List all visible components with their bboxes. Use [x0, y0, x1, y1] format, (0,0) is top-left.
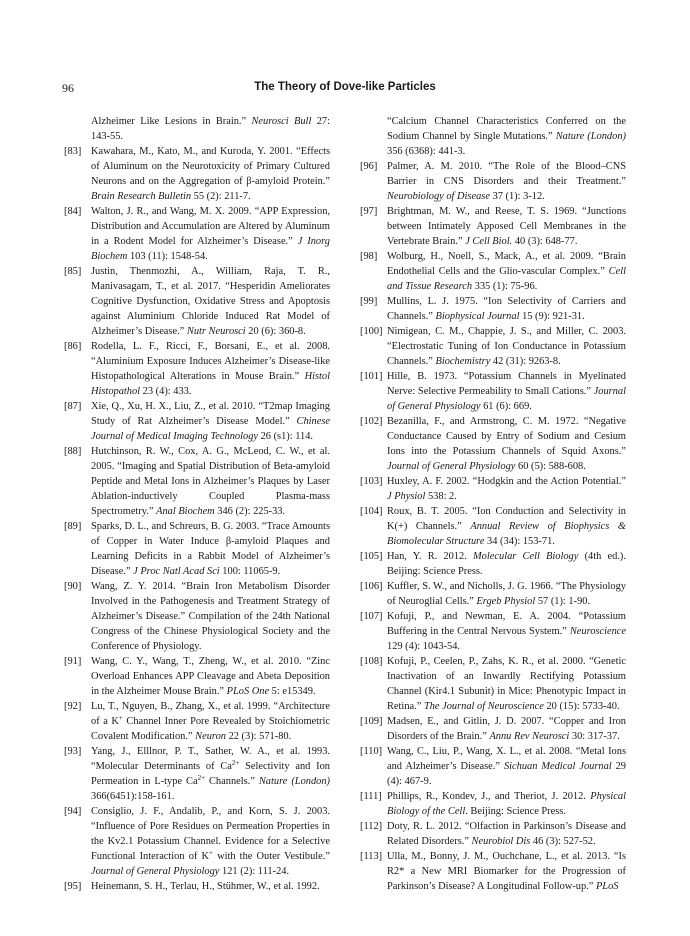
- reference-text: Walton, J. R., and Wang, M. X. 2009. “APP Expression, Distribution and Accumulation are Altered by Aluminum in a Rodent Model for Alzheimer’s Disease.”: [91, 206, 330, 247]
- reference-text: Yang, J., Elllnor, P. T., Sather, W. A., et al. 1993. “Molecular Determinants of Ca: [91, 746, 330, 772]
- reference-text: 29 (4): 467-9.: [387, 761, 626, 787]
- reference-text: Alzheimer Like Lesions in Brain.”: [91, 116, 252, 127]
- reference-source: Molecular Cell Biology: [473, 551, 579, 562]
- reference-text: 61 (6): 669.: [480, 401, 532, 412]
- reference-text: Hutchinson, R. W., Cox, A. G., McLeod, C. W., et al. 2005. “Imaging and Spatial Distribution of Beta-amyloid Peptide and Metal Ions in Alzheimer’s Plaques by Laser Ablation-inductively Coupled Plasma-mass Spectrometry.”: [91, 446, 330, 517]
- reference-number: [105]: [360, 551, 383, 562]
- reference-source: Sichuan Medical Journal: [503, 761, 612, 772]
- reference-source: Neuron: [195, 731, 226, 742]
- reference-text: Kawahara, M., Kato, M., and Kuroda, Y. 2001. “Effects of Aluminum on the Neurotoxicity of Primary Cultured Neurons and on the Aggregation of β-amyloid Protein.”: [91, 146, 330, 187]
- reference-source: Anal Biochem: [156, 506, 215, 517]
- reference-text: Wang, Z. Y. 2014. “Brain Iron Metabolism Disorder Involved in the Pathogenesis and Treatment Strategy of Alzheimer’s Disease.” Compilation of the 24th National Congress of the Chinese Physiological Society and the Conference of Physiology.: [91, 581, 330, 652]
- reference-text: “Calcium Channel Characteristics Conferred on the Sodium Channel by Single Mutations.”: [387, 116, 626, 142]
- reference-text: 34 (34): 153-71.: [484, 536, 555, 547]
- reference-number: [85]: [64, 266, 82, 277]
- reference-text: 356 (6368): 441-3.: [387, 146, 466, 157]
- reference-text: with the Outer Vestibule.”: [212, 851, 330, 862]
- reference-number: [102]: [360, 416, 383, 427]
- reference-text: Consiglio, J. F., Andalib, P., and Korn, S. J. 2003. “Influence of Pore Residues on Permeation Properties in the Kv2.1 Potassium Channel. Evidence for a Selective Functional Interaction of K: [91, 806, 330, 862]
- reference-entry: [64, 339, 330, 399]
- reference-text: Justin, Thenmozhi, A., William, Raja, T. R., Manivasagam, T., et al. 2017. “Hesperidin Ameliorates Cognitive Dysfunction, Oxidative Stress and Apoptosis against Aluminium Chloride Induced Rat Model of Alzheimer’s Disease.”: [91, 266, 330, 337]
- references-right-column: [360, 114, 626, 894]
- reference-entry: [360, 159, 626, 204]
- reference-number: [97]: [360, 206, 378, 217]
- reference-source: Nature (London): [555, 131, 626, 142]
- reference-text: 57 (1): 1-90.: [535, 596, 591, 607]
- reference-text: 60 (5): 588-608.: [515, 461, 586, 472]
- reference-entry: [64, 879, 330, 894]
- reference-text: 366(6451):158-161.: [91, 791, 175, 802]
- superscript: 2+: [197, 774, 206, 782]
- reference-entry: [64, 654, 330, 699]
- reference-number: [100]: [360, 326, 383, 337]
- reference-number: [111]: [360, 791, 382, 802]
- reference-number: [103]: [360, 476, 383, 487]
- reference-text: Doty, R. L. 2012. “Olfaction in Parkinson’s Disease and Related Disorders.”: [387, 821, 626, 847]
- reference-text: 5: e15349.: [269, 686, 316, 697]
- reference-entry: [360, 609, 626, 654]
- reference-source: J Inorg Biochem: [91, 236, 330, 262]
- reference-number: [107]: [360, 611, 383, 622]
- reference-source: Ergeb Physiol: [476, 596, 536, 607]
- reference-source: Histol Histopathol: [91, 371, 330, 397]
- reference-source: Nature (London): [258, 776, 331, 787]
- reference-text: Rodella, L. F., Ricci, F., Borsani, E., et al. 2008. “Aluminium Exposure Induces Alzheimer’s Disease-like Histopathological Alterations in Mouse Brain.”: [91, 341, 330, 382]
- reference-text: Roux, B. T. 2005. “Ion Conduction and Selectivity in K(+) Channels.”: [387, 506, 626, 532]
- reference-text: Kuffler, S. W., and Nicholls, J. G. 1966. “The Physiology of Neuroglial Cells.”: [387, 581, 626, 607]
- superscript: 2+: [231, 759, 240, 767]
- reference-entry: [360, 414, 626, 474]
- reference-text: 20 (15): 5733-40.: [543, 701, 620, 712]
- reference-entry: [360, 654, 626, 714]
- reference-entry: [64, 399, 330, 444]
- reference-text: 20 (6): 360-8.: [245, 326, 306, 337]
- reference-number: [110]: [360, 746, 383, 757]
- reference-source: Journal of General Physiology: [387, 461, 516, 472]
- reference-text: Bezanilla, F., and Armstrong, C. M. 1972. “Negative Conductance Caused by Entry of Sodium and Cesium Ions into the Potassium Channels of Squid Axons.”: [387, 416, 626, 457]
- reference-text: 121 (2): 111-24.: [219, 866, 290, 877]
- reference-entry: [64, 699, 330, 744]
- reference-number: [98]: [360, 251, 378, 262]
- reference-text: Channels.”: [205, 776, 259, 787]
- reference-text: 55 (2): 211-7.: [191, 191, 251, 202]
- reference-text: 335 (1): 75-96.: [472, 281, 538, 292]
- reference-text: 42 (31): 9263-8.: [490, 356, 561, 367]
- reference-text: Phillips, R., Kondev, J., and Theriot, J. 2012.: [387, 791, 591, 802]
- reference-text: 23 (4): 433.: [140, 386, 192, 397]
- reference-text: 46 (3): 527-52.: [530, 836, 596, 847]
- reference-entry: [360, 249, 626, 294]
- reference-number: [94]: [64, 806, 82, 817]
- reference-number: [99]: [360, 296, 378, 307]
- reference-text: Han, Y. R. 2012.: [387, 551, 474, 562]
- reference-number: [86]: [64, 341, 82, 352]
- reference-text: 103 (11): 1548-54.: [127, 251, 208, 262]
- reference-text: 100: 11065-9.: [219, 566, 281, 577]
- reference-source: Nutr Neurosci: [186, 326, 246, 337]
- reference-text: Mullins, L. J. 1975. “Ion Selectivity of Carriers and Channels.”: [387, 296, 626, 322]
- reference-text: Lu, T., Nguyen, B., Zhang, X., et al. 1999. “Architecture of a K: [91, 701, 330, 727]
- reference-source: Neurosci Bull: [251, 116, 312, 127]
- reference-number: [90]: [64, 581, 82, 592]
- reference-source: Journal of General Physiology: [387, 386, 626, 412]
- reference-entry: [64, 444, 330, 519]
- reference-source: Neuroscience: [569, 626, 626, 637]
- reference-number: [106]: [360, 581, 383, 592]
- reference-text: Hille, B. 1973. “Potassium Channels in Myelinated Nerve: Selective Permeability to Small Cations.”: [387, 371, 626, 397]
- reference-entry: [64, 264, 330, 339]
- reference-entry: [360, 744, 626, 789]
- reference-source: Biophysical Journal: [435, 311, 520, 322]
- reference-source: Biochemistry: [435, 356, 491, 367]
- reference-entry: [64, 144, 330, 204]
- superscript: +: [118, 714, 123, 722]
- reference-entry: [360, 579, 626, 609]
- reference-text: Nimigean, C. M., Chappie, J. S., and Miller, C. 2003. “Electrostatic Tuning of Ion Conductance in Potassium Channels.”: [387, 326, 626, 367]
- reference-entry: [64, 204, 330, 264]
- reference-entry: [64, 579, 330, 654]
- reference-number: [109]: [360, 716, 383, 727]
- reference-source: PLoS One: [226, 686, 270, 697]
- reference-text: Madsen, E., and Gitlin, J. D. 2007. “Copper and Iron Disorders of the Brain.”: [387, 716, 626, 742]
- reference-source: Journal of General Physiology: [91, 866, 220, 877]
- reference-number: [84]: [64, 206, 82, 217]
- reference-text: 30: 317-37.: [569, 731, 620, 742]
- reference-source: Physical Biology of the Cell: [387, 791, 626, 817]
- reference-number: [112]: [360, 821, 383, 832]
- reference-entry: [64, 744, 330, 804]
- reference-entry: [360, 549, 626, 579]
- reference-text: 538: 2.: [425, 491, 457, 502]
- reference-number: [83]: [64, 146, 82, 157]
- reference-source: Neurobiology of Disease: [387, 191, 490, 202]
- reference-text: 22 (3): 571-80.: [225, 731, 292, 742]
- page-number: 96: [62, 81, 74, 95]
- reference-text: (4th ed.). Beijing: Science Press.: [387, 551, 626, 577]
- reference-entry: [360, 369, 626, 414]
- running-title: The Theory of Dove-like Particles: [254, 81, 436, 93]
- reference-entry: [360, 324, 626, 369]
- reference-number: [89]: [64, 521, 82, 532]
- reference-text: 37 (1): 3-12.: [489, 191, 545, 202]
- reference-source: Chinese Journal of Medical Imaging Technology: [91, 416, 330, 442]
- reference-source: Cell and Tissue Research: [387, 266, 626, 292]
- reference-text: Channel Inner Pore Revealed by Stoichiometric Covalent Modification.”: [91, 716, 331, 742]
- reference-number: [104]: [360, 506, 383, 517]
- reference-source: J Cell Biol.: [465, 236, 513, 247]
- reference-text: Huxley, A. F. 2002. “Hodgkin and the Action Potential.”: [387, 476, 626, 487]
- reference-text: 27: 143-55.: [91, 116, 330, 142]
- reference-text: 129 (4): 1043-54.: [387, 641, 461, 652]
- reference-entry: [64, 519, 330, 579]
- reference-text: Wolburg, H., Noell, S., Mack, A., et al. 2009. “Brain Endothelial Cells and the Glio-vascular Complex.”: [387, 251, 626, 277]
- reference-text: Wang, C., Liu, P., Wang, X. L., et al. 2008. “Metal Ions and Alzheimer’s Disease.”: [387, 746, 626, 772]
- reference-text: 26 (s1): 114.: [258, 431, 314, 442]
- reference-text: . Beijing: Science Press.: [465, 806, 566, 817]
- reference-text: Selectivity and Ion Permeation in L-type Ca: [91, 761, 330, 787]
- reference-text: Ulla, M., Bonny, J. M., Ouchchane, L., et al. 2013. “Is R2* a New MRI Biomarker for the Progression of Parkinson’s Disease? A Longitudinal Follow-up.”: [387, 851, 626, 892]
- reference-number: [91]: [64, 656, 82, 667]
- reference-entry: [360, 819, 626, 849]
- reference-entry: [360, 204, 626, 249]
- reference-entry: [360, 789, 626, 819]
- reference-source: J Physiol: [387, 491, 426, 502]
- reference-text: Kofuji, P., Ceelen, P., Zahs, K. R., et al. 2000. “Genetic Inactivation of an Inwardly Rectifying Potassium Channel (Kir4.1 Subunit) in Mice: Phenotypic Impact in Retina.”: [387, 656, 626, 712]
- reference-entry: [360, 474, 626, 504]
- reference-source: Annual Review of Biophysics & Biomolecular Structure: [387, 521, 626, 547]
- reference-number: [108]: [360, 656, 383, 667]
- reference-source: Neurobiol Dis: [471, 836, 531, 847]
- reference-entry: [360, 504, 626, 549]
- reference-number: [96]: [360, 161, 378, 172]
- reference-text: Xie, Q., Xu, H. X., Liu, Z., et al. 2010. “T2map Imaging Study of Rat Alzheimer’s Disease Model.”: [91, 401, 330, 427]
- reference-entry: [360, 849, 626, 894]
- reference-continuation: [64, 114, 330, 144]
- reference-entry: [360, 714, 626, 744]
- reference-text: Wang, C. Y., Wang, T., Zheng, W., et al. 2010. “Zinc Overload Enhances APP Cleavage and Abeta Deposition in the Alzheimer Mouse Brain.”: [91, 656, 330, 697]
- reference-entry: [360, 294, 626, 324]
- reference-text: Palmer, A. M. 2010. “The Role of the Blood–CNS Barrier in CNS Disorders and their Treatment.”: [387, 161, 626, 187]
- reference-number: [93]: [64, 746, 82, 757]
- reference-source: Annu Rev Neurosci: [489, 731, 570, 742]
- reference-source: The Journal of Neuroscience: [423, 701, 544, 712]
- reference-text: Brightman, M. W., and Reese, T. S. 1969. “Junctions between Intimately Apposed Cell Membranes in the Vertebrate Brain.”: [387, 206, 626, 247]
- reference-text: Heinemann, S. H., Terlau, H., Stühmer, W., et al. 1992.: [91, 881, 320, 892]
- reference-number: [113]: [360, 851, 383, 862]
- reference-source: PLoS: [595, 881, 619, 892]
- reference-text: Kofuji, P., and Newman, E. A. 2004. “Potassium Buffering in the Central Nervous System.”: [387, 611, 626, 637]
- reference-entry: [64, 804, 330, 879]
- references-left-column: [64, 114, 330, 894]
- reference-continuation: [360, 114, 626, 159]
- reference-number: [101]: [360, 371, 383, 382]
- reference-text: 15 (9): 921-31.: [519, 311, 585, 322]
- reference-text: 40 (3): 648-77.: [512, 236, 578, 247]
- reference-number: [88]: [64, 446, 82, 457]
- reference-number: [87]: [64, 401, 82, 412]
- reference-source: J Proc Natl Acad Sci: [133, 566, 220, 577]
- reference-text: 346 (2): 225-33.: [214, 506, 286, 517]
- reference-source: Brain Research Bulletin: [91, 191, 192, 202]
- reference-text: Sparks, D. L., and Schreurs, B. G. 2003. “Trace Amounts of Copper in Water Induce β-amyloid Plaques and Learning Deficits in a Rabbit Model of Alzheimer’s Disease.”: [91, 521, 330, 577]
- reference-number: [95]: [64, 881, 82, 892]
- reference-number: [92]: [64, 701, 82, 712]
- superscript: +: [209, 849, 213, 857]
